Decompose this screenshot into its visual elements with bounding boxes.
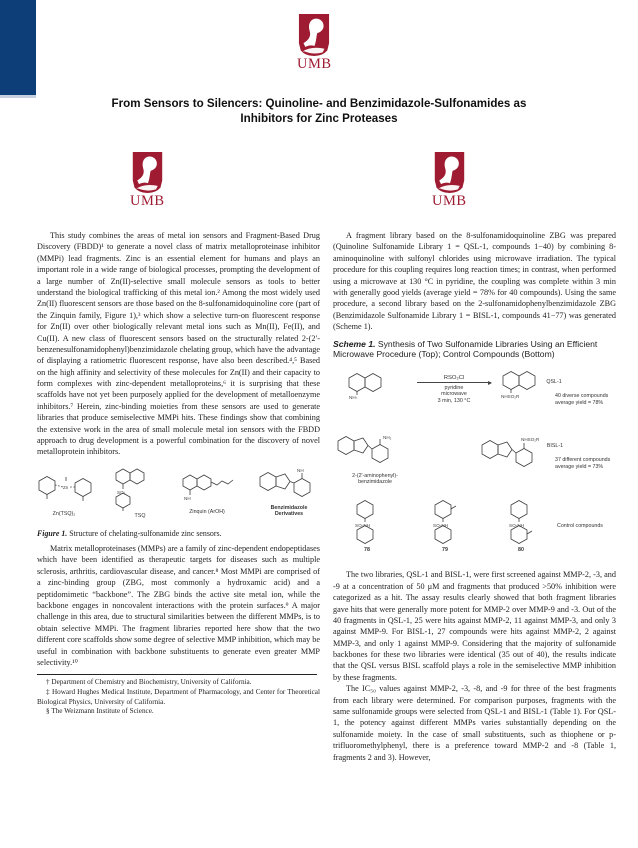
chemical-structure	[501, 495, 547, 545]
reagent-label: RSO₂Cl	[443, 375, 465, 382]
intro-paragraph: This study combines the areas of metal ion sensors and Fragment-Based Drug Discovery (FBDD)¹ to generate a novel class of matrix metalloproteinase inhibitor (MMPi) lead fragments. Zinc is an essential element for humans and plays an important role in a wide range of biological processes, prompting the development of a large number of Zn(II)-selective small molecule sensors as tools to better understand the biological trafficking of this metal ion.² Among the most widely used Zn(II) fluorescent sensors are those based on the 8-sulfonamidoquinoline core (part of the Zinquin family, Figure 1),³ which show a selective turn-on fluorescent response for Zn(II) over other biologically relevant metal ions such as Mn(II), Fe(II), and Cu(II). A new class of fluorescent sensors based on the structurally related 2-(2′-benzenesulfonamidophenyl)benzimidazole chelating group, which have the advantage of displaying a ratiometric fluorescent response, have also been described.⁴,⁵ Based on the high affinity and selectivity of these molecules for Zn(II) and their capacity to form complexes with zinc-dependent metalloproteins,⁶ it is surprising that these scaffolds have not yet been purposely applied for the development of metalloenzyme inhibitors.⁷ Herein, zinc-binding moieties from these sensors are used to generate libraries that produce semiselective MMPi hits. These findings show that combining the extensive work in the area of small molecule metal ion sensors with the FBDD approach to drug development is a powerful combination for the discovery of novel metalloprotein inhibitors.	[37, 231, 320, 457]
page-title: From Sensors to Silencers: Quinoline- and Benzimidazole-Sulfonamides as Inhibitors for Zinc Proteases	[111, 97, 527, 126]
control-number-2: 79	[442, 547, 448, 554]
scheme-note-1b: average yield = 78%	[555, 400, 604, 407]
control-number-1: 78	[364, 547, 370, 554]
umb-shield-icon	[131, 152, 164, 193]
two-column-body	[37, 230, 616, 763]
figure1-caption-label: Figure 1.	[37, 528, 68, 538]
figure1-label-4: Benzimidazole Derivatives	[270, 504, 308, 518]
figure1-caption-text: Structure of chelating-sulfonamide zinc sensors.	[69, 528, 222, 538]
scheme-note-2b: average yield = 73%	[555, 464, 604, 471]
right-column	[333, 230, 616, 763]
footnote-3: § The Weizmann Institute of Science.	[46, 707, 154, 716]
umb-shield-icon	[297, 14, 331, 56]
chemical-structure	[347, 369, 387, 399]
start2-label-line1: 2-(2′-aminophenyl)-	[352, 473, 398, 480]
figure1-label-2: TSQ	[134, 512, 146, 519]
affiliation-logo-left	[130, 152, 165, 209]
svg-text:Zn: Zn	[63, 484, 69, 490]
footnote-1: † Department of Chemistry and Biochemistry, University of California.	[46, 678, 252, 687]
chemical-structure	[481, 431, 543, 477]
scheme1-caption-label: Scheme 1.	[333, 338, 376, 349]
top-logo	[297, 14, 332, 72]
svg-text:SO₂NH: SO₂NH	[355, 523, 371, 529]
pdf-corner-bar	[0, 0, 36, 98]
condition-line-3: 3 min, 130 °C	[437, 397, 471, 404]
umb-shield-icon	[433, 152, 466, 193]
chemical-structure	[425, 495, 471, 545]
ic50-paragraph: The IC₅₀ values against MMP-2, -3, -8, and -9 for three of the best fragments from each library were determined. For comparison purposes, fragments with the same sulfonamide groups were selected from QSL-1 and BISL-1 (Table 1). For QSL-1, the potency against different MMPs varies substantially depending on the sulfonamide moiety. In the case of small substituents, such as thiophene or p-trifluoromethylphenyl, there is a preference toward MMP-2 and -8 (Table 1, fragments 2 and 3). However,	[333, 684, 616, 762]
scheme1-caption-text: Synthesis of Two Sulfonamide Libraries Using an Efficient Microwave Procedure (Top); Control Compounds (Bottom)	[333, 338, 598, 360]
svg-text:SO₂NH: SO₂NH	[509, 523, 525, 529]
left-column	[37, 230, 320, 763]
start2-label-line2: benzimidazole	[358, 479, 392, 486]
chemical-structure	[337, 427, 399, 471]
umb-logo-text: UMB	[297, 56, 332, 72]
footnote-divider	[37, 674, 317, 675]
screening-paragraph: The two libraries, QSL-1 and BISL-1, were first screened against MMP-2, -3, and -9 at a concentration of 50 μM and fragments that produced >50% inhibition were categorized as a hit. The assay results clearly showed that both fragment libraries gave hits that were generally more potent for MMP-2 over MMP-9 and -3. Out of the 40 fragments in QSL-1, 25 were hits against MMP-2, 11 against MMP-3, and only 3 against MMP-9. For BISL-1, 27 compounds were hits against MMP-2, 2 against MMP-3, and only 1 against MMP-9. Considering that the majority of sulfonamide backbones for these two libraries were identical (35 out of 40), the results indicate that the QSL versus BISL scaffold plays a role in the semiselective MMP inhibition by these fragments.	[333, 570, 616, 682]
svg-text:NH: NH	[297, 467, 304, 473]
mmp-paragraph: Matrix metalloproteinases (MMPs) are a family of zinc-dependent endopeptidases which have been identified as therapeutic targets for diseases such as multiple sclerosis, arthritis, cardiovascular disease, and cancer.⁸ Most MMPi are comprised of a zinc-binding group (ZBG, most commonly a hydroxamic acid) and a peptidomimetic “backbone”. The ZBG binds the active site metal ion, while the backbone engages in noncovalent interactions with the protein surfaces.⁹ A major challenge in this area, due to structural similarities between the different MMPs, is to obtain selective MMPi. The fragment libraries reported here show that the two different core scaffolds show some degree of selective MMP inhibition, which may be useful in combination with backbone substituents to generate even greater MMP selectivity.¹⁰	[37, 544, 320, 667]
svg-text:NHSO₂R: NHSO₂R	[501, 394, 520, 400]
svg-text:NH: NH	[184, 495, 191, 501]
svg-text:NH₂: NH₂	[349, 395, 358, 400]
product1-label: QSL-1	[546, 379, 562, 386]
footnote-2: ‡ Howard Hughes Medical Institute, Department of Pharmacology, and Center for Theoretical Biological Physics, University of California.	[37, 687, 320, 706]
scheme-note-3: Control compounds	[557, 523, 603, 530]
scheme1-graphic	[333, 365, 616, 563]
condition-line-2: microwave	[441, 391, 467, 398]
chemical-structure	[115, 465, 165, 511]
scheme-note-1a: 40 diverse compounds	[555, 393, 609, 400]
chemical-structure	[182, 467, 234, 507]
figure1-label-3: Zinquin (ArOH)	[189, 508, 225, 515]
chemical-structure	[37, 469, 105, 509]
svg-text:SO₂NH: SO₂NH	[433, 523, 449, 529]
affiliation-logo-right	[432, 152, 467, 209]
scheme-note-2a: 37 different compounds	[555, 457, 611, 464]
condition-line-1: pyridine	[444, 384, 464, 391]
chemical-structure	[259, 465, 319, 503]
chemical-structure	[501, 367, 543, 399]
control-number-3: 80	[518, 547, 524, 554]
umb-logo-text: UMB	[432, 193, 467, 209]
product2-label: BISL-1	[546, 443, 564, 450]
chemical-structure	[347, 495, 393, 545]
figure1-graphic	[37, 465, 320, 527]
scheme1-caption	[333, 339, 616, 361]
svg-text:NHSO₂R: NHSO₂R	[521, 437, 540, 443]
library-paragraph: A fragment library based on the 8-sulfonamidoquinoline ZBG was prepared (Quinoline Sulfonamide Library 1 = QSL-1, compounds 1−40) by combining 8-aminoquinoline with sulfonyl chlorides using microwave irradiation. The typical procedure for this coupling requires long reaction times; in contrast, when performed using a microwave at 130 °C in pyridine, the coupling was complete within 3 min with generally good yields (average yield = 78% for 40 compounds). Using the same procedure, a second library based on the 2-sulfonamidophenylbenzimidazole ZBG (Benzimidazole Sulfonamide Library 1 = BISL-1, compounds 41−77) was generated (Scheme 1).	[333, 231, 616, 332]
figure1-label-1: Zn(TSQ)₂	[52, 510, 76, 517]
umb-logo-text: UMB	[130, 193, 165, 209]
svg-text:NH₂: NH₂	[383, 435, 392, 441]
svg-text:SO₂: SO₂	[117, 489, 126, 495]
reaction-arrow	[417, 375, 491, 404]
figure1-caption	[37, 529, 320, 539]
